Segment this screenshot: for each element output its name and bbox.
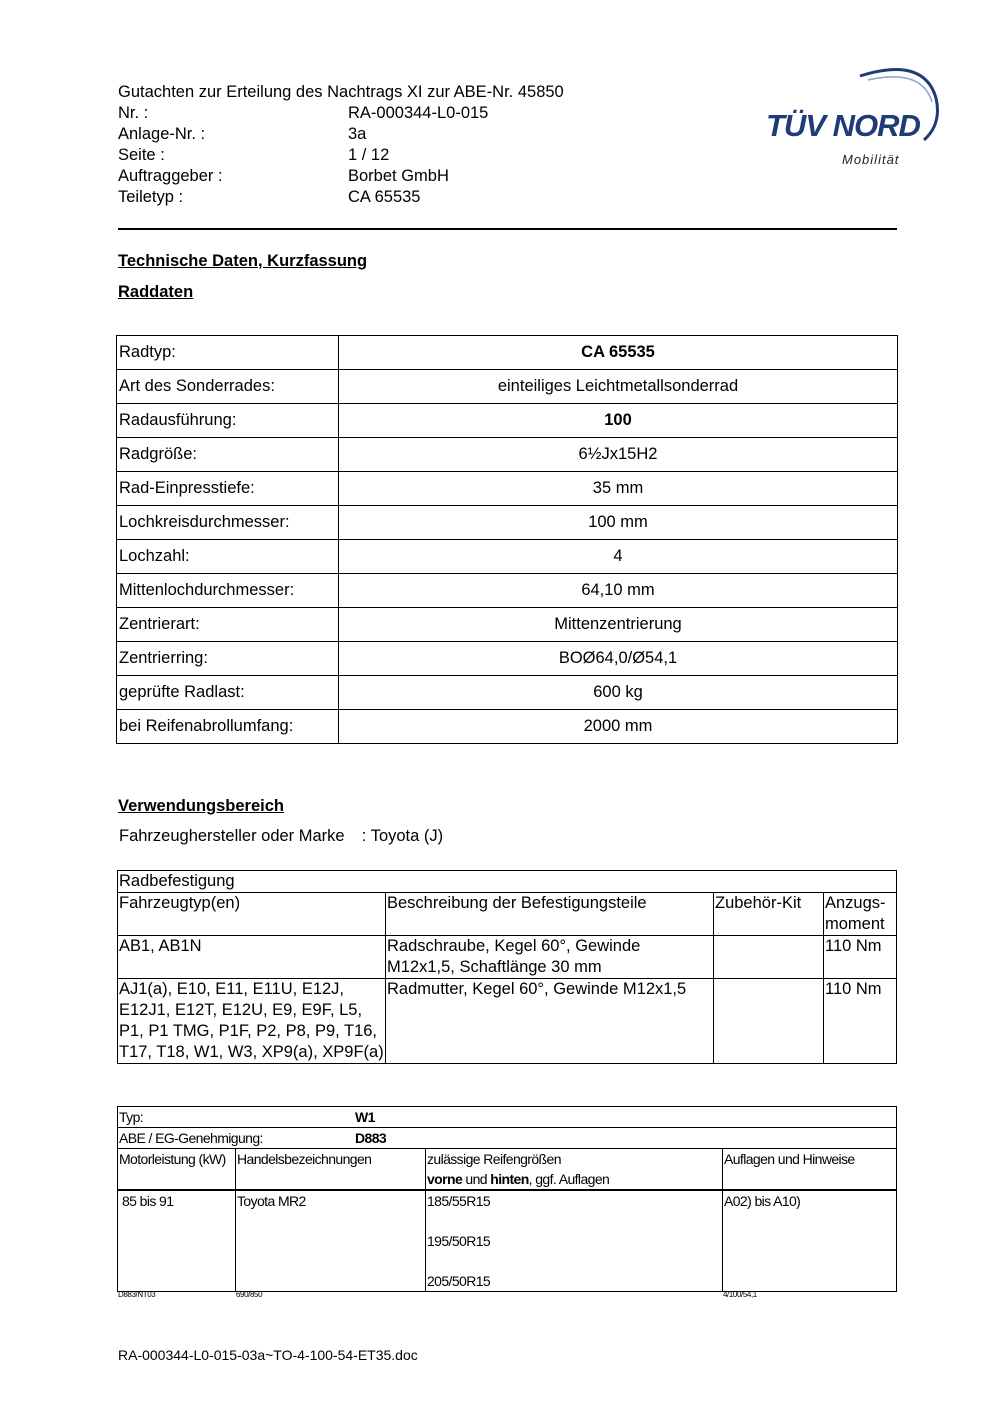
table-row bbox=[117, 608, 898, 642]
column-header: Fahrzeugtyp(en) bbox=[118, 893, 386, 936]
row-value: 4 bbox=[339, 540, 898, 574]
table-row bbox=[117, 472, 898, 506]
table-caption: Radbefestigung bbox=[118, 871, 897, 893]
typ-table bbox=[117, 1106, 897, 1292]
abe-value: D883 bbox=[355, 1130, 387, 1146]
header-divider bbox=[118, 228, 897, 230]
logo-brand-text: TÜV NORD bbox=[766, 108, 920, 143]
column-header-names: Handelsbezeichnungen bbox=[236, 1149, 426, 1191]
row-label: Radausführung: bbox=[117, 404, 339, 438]
row-value: 100 bbox=[339, 404, 898, 438]
abe-label: ABE / EG-Genehmigung: bbox=[119, 1130, 263, 1146]
field-label: Auftraggeber : bbox=[118, 167, 223, 185]
notes-value: A02) bis A10) bbox=[723, 1190, 897, 1292]
section-subtitle-raddaten: Raddaten bbox=[118, 283, 194, 301]
tyres-rest: , ggf. Auflagen bbox=[528, 1171, 610, 1187]
field-value: CA 65535 bbox=[348, 188, 421, 206]
tyre-size: 195/50R15 bbox=[427, 1233, 491, 1249]
row-value: CA 65535 bbox=[339, 336, 898, 370]
vehicle-types: AB1, AB1N bbox=[118, 936, 386, 979]
row-label: geprüfte Radlast: bbox=[117, 676, 339, 710]
table-row bbox=[118, 936, 897, 979]
abe-row bbox=[118, 1128, 897, 1149]
row-value: 6½Jx15H2 bbox=[339, 438, 898, 472]
column-header: Zubehör-Kit bbox=[714, 893, 824, 936]
torque: 110 Nm bbox=[824, 936, 897, 979]
row-label: Lochzahl: bbox=[117, 540, 339, 574]
fastener-description: Radschraube, Kegel 60°, Gewinde M12x1,5, Schaftlänge 30 mm bbox=[386, 936, 714, 979]
trade-name: Toyota MR2 bbox=[236, 1190, 426, 1292]
table-row bbox=[117, 336, 898, 370]
torque: 110 Nm bbox=[824, 979, 897, 1064]
column-header: Anzugs-moment bbox=[824, 893, 897, 936]
table-row bbox=[117, 404, 898, 438]
row-label: Radtyp: bbox=[117, 336, 339, 370]
field-value: RA-000344-L0-015 bbox=[348, 104, 489, 122]
table-row bbox=[117, 710, 898, 744]
header-field-auftraggeber bbox=[118, 166, 564, 187]
field-value: 3a bbox=[348, 125, 367, 143]
table-row bbox=[117, 370, 898, 404]
manufacturer-value: Toyota (J) bbox=[370, 827, 444, 845]
small-code-c: 4/100/54,1 bbox=[723, 1290, 757, 1299]
tyres-header-line2 bbox=[427, 1169, 721, 1189]
header-field-teiletyp bbox=[118, 187, 564, 208]
tyres-und: und bbox=[462, 1171, 491, 1187]
small-code-a: D883/NT03 bbox=[118, 1290, 156, 1299]
row-label: Art des Sonderrades: bbox=[117, 370, 339, 404]
document-title: Gutachten zur Erteilung des Nachtrags XI zur ABE-Nr. 45850 bbox=[118, 83, 564, 101]
row-value: Mittenzentrierung bbox=[339, 608, 898, 642]
table-row bbox=[117, 642, 898, 676]
row-label: Rad-Einpresstiefe: bbox=[117, 472, 339, 506]
typ-label: Typ: bbox=[119, 1109, 144, 1125]
manufacturer-separator: : bbox=[361, 827, 367, 845]
accessory-kit bbox=[714, 936, 824, 979]
row-label: Lochkreisdurchmesser: bbox=[117, 506, 339, 540]
section-title-verwendungsbereich: Verwendungsbereich bbox=[118, 797, 284, 815]
field-label: Anlage-Nr. : bbox=[118, 125, 206, 143]
abe-cell bbox=[118, 1128, 897, 1149]
logo-sub-text: Mobilität bbox=[842, 152, 900, 167]
row-label: Zentrierring: bbox=[117, 642, 339, 676]
table-row bbox=[117, 574, 898, 608]
row-value: 35 mm bbox=[339, 472, 898, 506]
table-caption-row bbox=[118, 871, 897, 893]
row-label: Mittenlochdurchmesser: bbox=[117, 574, 339, 608]
field-value: Borbet GmbH bbox=[348, 167, 449, 185]
typ-header-row bbox=[118, 1149, 897, 1191]
tyres-front: vorne bbox=[427, 1171, 463, 1187]
manufacturer-label: Fahrzeughersteller oder Marke bbox=[119, 827, 345, 845]
row-value: einteiliges Leichtmetallsonderrad bbox=[339, 370, 898, 404]
tyre-size: 205/50R15 bbox=[427, 1273, 491, 1289]
row-value: 2000 mm bbox=[339, 710, 898, 744]
table-row bbox=[118, 1190, 897, 1292]
row-label: Radgröße: bbox=[117, 438, 339, 472]
field-label: Teiletyp : bbox=[118, 188, 184, 206]
raddaten-table bbox=[116, 335, 898, 744]
row-label: bei Reifenabrollumfang: bbox=[117, 710, 339, 744]
fastener-description: Radmutter, Kegel 60°, Gewinde M12x1,5 bbox=[386, 979, 714, 1064]
header-field-seite bbox=[118, 145, 564, 166]
tyre-sizes bbox=[426, 1190, 723, 1292]
field-label: Seite : bbox=[118, 146, 165, 164]
table-row bbox=[117, 506, 898, 540]
column-header: Beschreibung der Befestigungsteile bbox=[386, 893, 714, 936]
small-code-b: 690/850 bbox=[236, 1290, 263, 1299]
typ-cell bbox=[118, 1107, 897, 1128]
header-field-anlage bbox=[118, 124, 564, 145]
vehicle-types: AJ1(a), E10, E11, E11U, E12J, E12J1, E12T, E12U, E9, E9F, L5, P1, P1 TMG, P1F, P2, P8, P9, T16, T17, T18, W1, W3, XP9(a), XP9F(a) bbox=[118, 979, 386, 1064]
document-header bbox=[118, 82, 564, 208]
table-row bbox=[117, 540, 898, 574]
table-header-row bbox=[118, 893, 897, 936]
power-value: 85 bis 91 bbox=[118, 1190, 236, 1292]
tyre-size: 185/55R15 bbox=[427, 1193, 491, 1209]
manufacturer-line bbox=[119, 827, 443, 846]
column-header-tyres bbox=[426, 1149, 723, 1191]
typ-value: W1 bbox=[355, 1109, 375, 1125]
header-field-nr bbox=[118, 103, 564, 124]
tyres-header-line1: zulässige Reifengrößen bbox=[427, 1151, 561, 1167]
row-value: 64,10 mm bbox=[339, 574, 898, 608]
row-value: 600 kg bbox=[339, 676, 898, 710]
radbefestigung-table bbox=[117, 870, 897, 1064]
accessory-kit bbox=[714, 979, 824, 1064]
table-row bbox=[117, 438, 898, 472]
tyres-rear: hinten bbox=[490, 1171, 529, 1187]
row-value: BOØ64,0/Ø54,1 bbox=[339, 642, 898, 676]
table-row bbox=[118, 979, 897, 1064]
column-header-notes: Auflagen und Hinweise bbox=[723, 1149, 897, 1191]
field-label: Nr. : bbox=[118, 104, 149, 122]
section-title-technische-daten: Technische Daten, Kurzfassung bbox=[118, 252, 368, 270]
document-footer: RA-000344-L0-015-03a~TO-4-100-54-ET35.doc bbox=[118, 1347, 418, 1363]
row-value: 100 mm bbox=[339, 506, 898, 540]
table-row bbox=[117, 676, 898, 710]
tuv-nord-logo bbox=[764, 62, 944, 172]
field-value: 1 / 12 bbox=[348, 146, 390, 164]
typ-row bbox=[118, 1107, 897, 1128]
row-label: Zentrierart: bbox=[117, 608, 339, 642]
column-header-power: Motorleistung (kW) bbox=[118, 1149, 236, 1191]
